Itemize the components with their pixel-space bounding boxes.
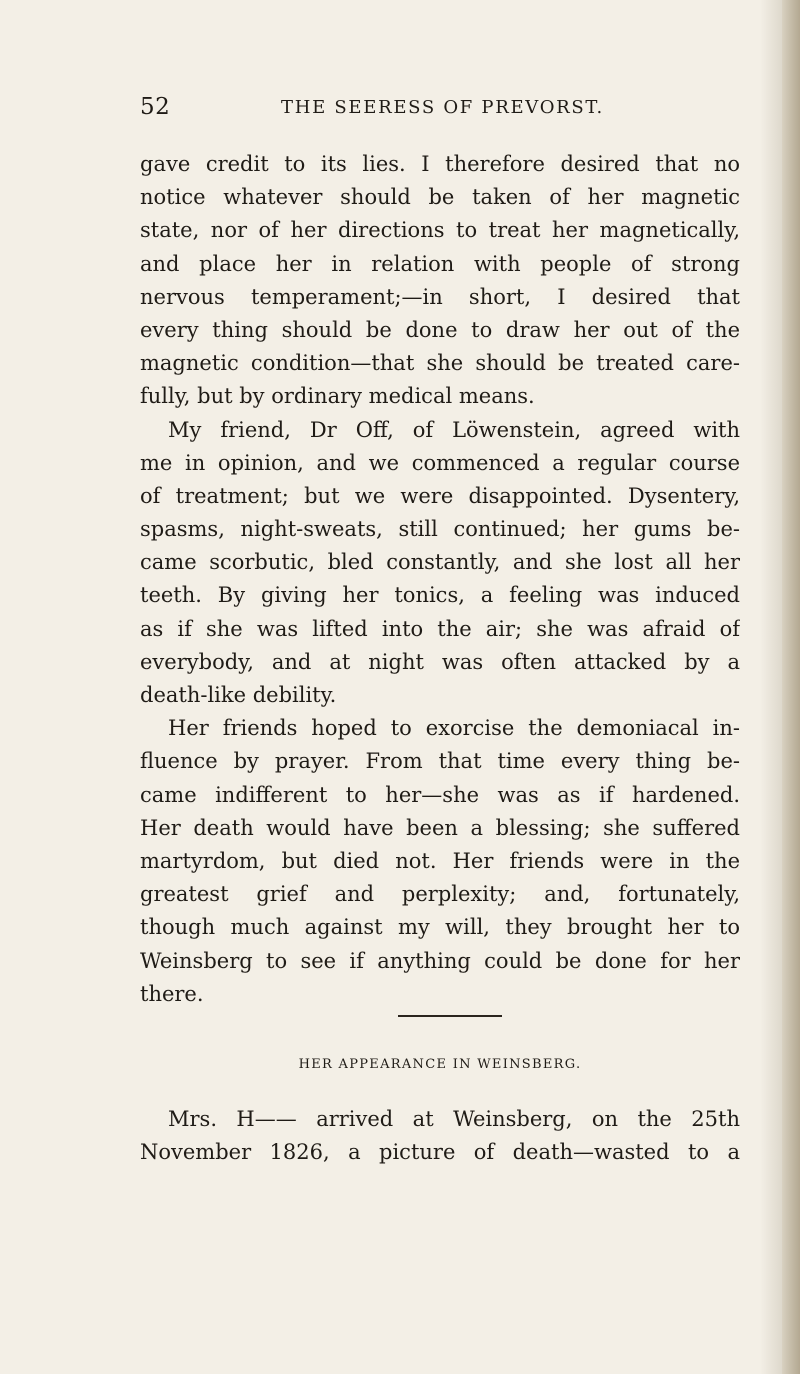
text-line: of treatment; but we were disappointed. Dysentery,	[140, 483, 740, 508]
text-line: Her death would have been a blessing; she suffered	[140, 815, 740, 840]
text-line: death-like debility.	[140, 683, 337, 707]
text-line: me in opinion, and we commenced a regular course	[140, 450, 740, 475]
section-body-text	[140, 1103, 740, 1169]
text-line: though much against my will, they brought her to	[140, 915, 740, 940]
body-text	[140, 148, 740, 1011]
text-line: teeth. By giving her tonics, a feeling was induced	[140, 583, 740, 608]
text-line: state, nor of her directions to treat her magnetically,	[140, 218, 740, 243]
text-line: there.	[140, 981, 204, 1006]
text-line: as if she was lifted into the air; she was afraid of	[140, 616, 740, 641]
text-line: nervous temperament;—in short, I desired that	[140, 284, 740, 309]
running-head	[140, 94, 740, 128]
text-line: spasms, night-sweats, still continued; her gums be-	[140, 517, 740, 542]
text-line: Weinsberg to see if anything could be done for her	[140, 948, 740, 973]
page-edge-shadow	[782, 0, 800, 1374]
text-line: My friend, Dr Off, of Löwenstein, agreed with	[168, 417, 740, 442]
running-title: THE SEERESS OF PREVORST.	[281, 97, 604, 118]
text-line: November 1826, a picture of death—wasted to a	[140, 1140, 740, 1165]
text-line: martyrdom, but died not. Her friends were in the	[140, 848, 740, 873]
text-line: greatest grief and perplexity; and, fortunately,	[140, 882, 740, 907]
text-line: and place her in relation with people of strong	[140, 251, 740, 276]
text-line: Her friends hoped to exorcise the demoniacal in-	[168, 716, 740, 741]
text-line: everybody, and at night was often attacked by a	[140, 649, 740, 674]
text-line: fluence by prayer. From that time every thing be-	[140, 749, 740, 774]
text-line: Mrs. H—— arrived at Weinsberg, on the 25th	[168, 1107, 740, 1131]
section-divider	[398, 1015, 502, 1017]
text-line: gave credit to its lies. I therefore desired that no	[140, 152, 740, 176]
text-line: magnetic condition—that she should be treated care-	[140, 351, 740, 376]
text-line: fully, but by ordinary medical means.	[140, 384, 535, 409]
text-line: notice whatever should be taken of her magnetic	[140, 185, 740, 210]
text-line: came scorbutic, bled constantly, and she lost all her	[140, 550, 740, 575]
section-heading: HER APPEARANCE IN WEINSBERG.	[298, 1057, 582, 1072]
page-number: 52	[140, 94, 171, 120]
text-line: every thing should be done to draw her out of the	[140, 317, 740, 342]
text-line: came indifferent to her—she was as if hardened.	[140, 782, 740, 807]
